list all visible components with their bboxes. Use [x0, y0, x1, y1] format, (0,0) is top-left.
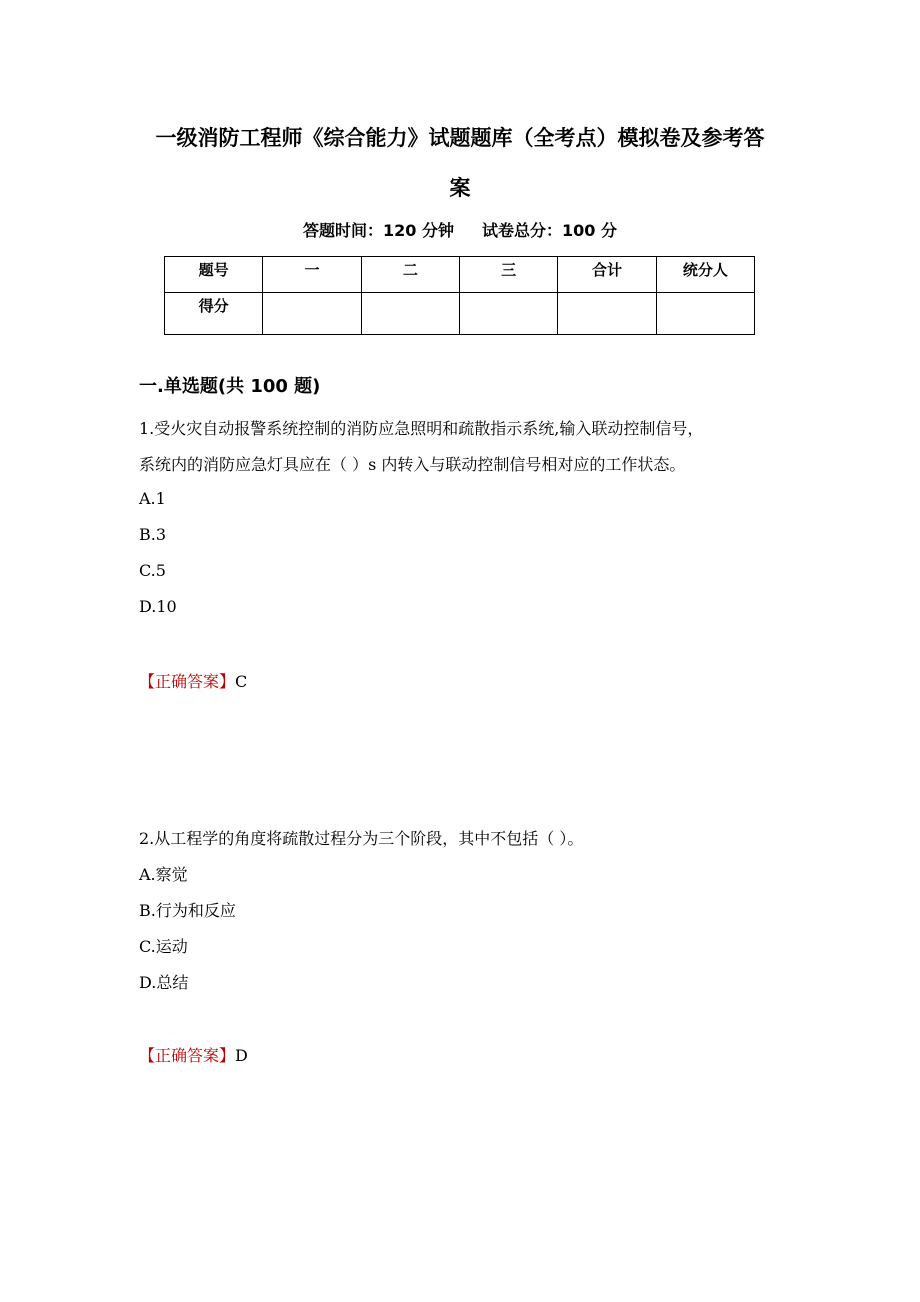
score-table-header-cell: 题号: [165, 257, 263, 293]
score-table-header-cell: 三: [459, 257, 557, 293]
exam-time: 答题时间：120 分钟: [303, 221, 454, 240]
question-1-option-c: C.5: [139, 561, 166, 580]
question-1-option-a: A.1: [139, 489, 166, 508]
answer-label: 【正确答案】: [139, 672, 236, 691]
score-table-header-cell: 二: [361, 257, 459, 293]
question-2-option-a: A.察觉: [139, 865, 188, 884]
question-1-option-d: D.10: [139, 597, 177, 616]
answer-value: C: [235, 672, 248, 691]
question-1-stem-line-2: 系统内的消防应急灯具应在（ ）s 内转入与联动控制信号相对应的工作状态。: [139, 455, 686, 474]
score-cell: [361, 293, 459, 335]
score-table-header-row: [165, 257, 755, 293]
score-table-score-row: [165, 293, 755, 335]
score-table-header-cell: 一: [263, 257, 361, 293]
question-2-option-d: D.总结: [139, 973, 189, 992]
score-cell: [459, 293, 557, 335]
question-2-option-b: B.行为和反应: [139, 901, 236, 920]
page-title-line-2: 案: [449, 176, 471, 200]
score-cell: [263, 293, 361, 335]
score-table-header-cell: 合计: [558, 257, 656, 293]
answer-label: 【正确答案】: [139, 1046, 236, 1065]
section-title: 一.单选题(共 100 题): [139, 376, 321, 397]
page-title-line-1: 一级消防工程师《综合能力》试题题库（全考点）模拟卷及参考答: [155, 126, 765, 150]
question-2-option-c: C.运动: [139, 937, 188, 956]
score-cell: [656, 293, 754, 335]
question-1-option-b: B.3: [139, 525, 167, 544]
answer-value: D: [235, 1046, 248, 1065]
score-table: [164, 256, 755, 335]
question-1-answer: [139, 669, 247, 692]
question-2-answer: [139, 1043, 248, 1066]
exam-total-score: 试卷总分：100 分: [482, 221, 617, 240]
score-cell: [558, 293, 656, 335]
question-1-stem-line-1: 1.受火灾自动报警系统控制的消防应急照明和疏散指示系统,输入联动控制信号，: [139, 419, 704, 438]
score-table-row-label: 得分: [165, 293, 263, 335]
exam-meta: [0, 218, 920, 241]
question-2-stem: 2.从工程学的角度将疏散过程分为三个阶段，其中不包括（ ）。: [139, 829, 584, 848]
score-table-header-cell: 统分人: [656, 257, 754, 293]
